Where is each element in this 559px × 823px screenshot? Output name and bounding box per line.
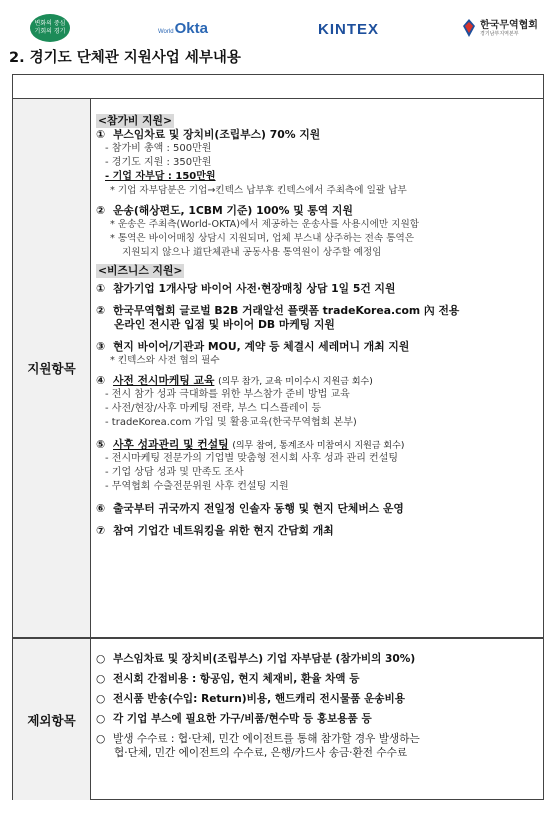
item1-note: * 기업 자부담분은 기업→킨텍스 납부후 킨텍스에서 주최측에 일괄 납부 [110, 185, 407, 196]
kita-sub: 경기남부지역본부 [480, 31, 519, 37]
circle-bullet-icon: ○ [96, 673, 106, 685]
excluded-items-label: 제외항목 [13, 639, 91, 800]
support-item-2 [96, 204, 459, 218]
circle-bullet-icon: ○ [96, 653, 106, 665]
b4-s3: - tradeKorea.com 가입 및 활용교육(한국무역협회 본부) [105, 417, 357, 428]
section-title: 2. 경기도 단체관 지원사업 세부내용 [9, 50, 241, 66]
excluded-text-5a: 발생 수수료 : 협·단체, 민간 에이전트를 통해 참가할 경우 발생하는 [113, 733, 420, 745]
excluded-item-4 [96, 712, 420, 726]
kita-logo [462, 14, 552, 44]
gyeonggi-logo [30, 14, 70, 42]
business-item-3 [96, 340, 459, 354]
support-content [96, 114, 459, 538]
circle-bullet-icon: ○ [96, 733, 106, 745]
kintex-logo: KINTEX [318, 21, 380, 38]
business-item-5 [96, 438, 459, 452]
b5-num: ⑤ [96, 438, 106, 451]
item1-num: ① [96, 128, 106, 141]
b5-s2: - 기업 상담 성과 및 만족도 조사 [105, 467, 244, 478]
b3-note: * 킨텍스와 사전 협의 필수 [110, 355, 220, 366]
item2-note1: * 운송은 주최측(World-OKTA)에서 제공하는 운송사를 사용시에만 지원함 [110, 219, 419, 230]
business-item-6 [96, 502, 459, 516]
support-item-1 [96, 128, 459, 142]
item2-title: 운송(해상편도, 1CBM 기준) 100% 및 통역 지원 [113, 204, 353, 217]
support-items-label: 지원항목 [13, 99, 91, 637]
excluded-item-3 [96, 692, 420, 706]
b4-num: ④ [96, 374, 106, 387]
b5-small: (의무 참여, 통계조사 미참여시 지원금 회수) [232, 441, 405, 451]
b5-s1: - 전시마케팅 전문가의 기업별 맞춤형 전시회 사후 성과 관리 컨설팅 [105, 453, 399, 464]
b5-s3: - 무역협회 수출전문위원 사후 컨설팅 지원 [105, 481, 289, 492]
b7-title: 참여 기업간 네트워킹을 위한 현지 간담회 개최 [113, 524, 334, 537]
b5-title: 사후 성과관리 및 컨설팅 [113, 438, 229, 451]
world-okta-logo [158, 20, 208, 37]
item1-total: - 참가비 총액 : 500만원 [105, 143, 212, 154]
b6-num: ⑥ [96, 502, 106, 515]
gyeonggi-logo-line1: 변화의 중심 [34, 20, 66, 27]
business-item-2 [96, 304, 459, 318]
excluded-text-2: 전시회 간접비용 : 항공임, 현지 체재비, 환율 차액 등 [113, 673, 360, 685]
excluded-item-1 [96, 652, 420, 666]
business-header: <비즈니스 지원> [98, 264, 183, 277]
support-table [12, 74, 544, 800]
business-item-1 [96, 282, 459, 296]
b4-s1: - 전시 참가 성과 극대화를 위한 부스참가 준비 방법 교육 [105, 389, 350, 400]
row-divider [13, 637, 543, 639]
b4-title: 사전 전시마케팅 교육 [113, 374, 215, 387]
excluded-text-5b: 협·단체, 민간 에이전트의 수수료, 은행/카드사 송금·환전 수수료 [114, 747, 408, 759]
okta-name: Okta [174, 20, 208, 37]
b7-num: ⑦ [96, 524, 106, 537]
circle-bullet-icon: ○ [96, 713, 106, 725]
item2-note2b: 지원되지 않으나 道단체관내 공동사용 통역원이 상주할 예정임 [122, 247, 382, 258]
business-item-4 [96, 374, 459, 388]
kita-mark-icon [462, 18, 476, 38]
b1-num: ① [96, 282, 106, 295]
excluded-item-2 [96, 672, 420, 686]
excluded-content [96, 652, 420, 760]
b3-title: 현지 바이어/기관과 MOU, 계약 등 체결시 세레머니 개최 지원 [113, 340, 410, 353]
okta-prefix: World [158, 29, 174, 35]
item1-title: 부스임차료 및 장치비(조립부스) 70% 지원 [113, 128, 321, 141]
b3-num: ③ [96, 340, 106, 353]
excluded-text-4: 각 기업 부스에 필요한 가구/비품/현수막 등 홍보용품 등 [113, 713, 372, 725]
header-logos [0, 12, 559, 44]
participation-header: <참가비 지원> [98, 114, 173, 127]
kita-name: 한국무역협회 [480, 20, 538, 31]
b4-small: (의무 참가, 교육 미이수시 지원금 회수) [218, 377, 373, 387]
business-item-2b: 온라인 전시관 입점 및 바이어 DB 마케팅 지원 [114, 318, 335, 331]
gyeonggi-logo-line2: 기회의 경기 [34, 28, 66, 35]
item2-note2a: * 통역은 바이어매칭 상담시 지원되며, 업체 부스내 상주하는 전속 통역은 [110, 233, 415, 244]
item1-province: - 경기도 지원 : 350만원 [105, 157, 212, 168]
excluded-text-1: 부스임차료 및 장치비(조립부스) 기업 자부담분 (참가비의 30%) [113, 653, 416, 665]
excluded-item-5 [96, 732, 420, 746]
b2-num: ② [96, 304, 106, 317]
table-top-band [13, 75, 543, 99]
b4-s2: - 사전/현장/사후 마케팅 전략, 부스 디스플레이 등 [105, 403, 322, 414]
excluded-text-3: 전시품 반송(수입: Return)비용, 핸드캐리 전시물품 운송비용 [113, 693, 406, 705]
item2-num: ② [96, 204, 106, 217]
item1-burden: - 기업 자부담 : 150만원 [105, 171, 216, 182]
b6-title: 출국부터 귀국까지 전일정 인솔자 동행 및 현지 단체버스 운영 [113, 502, 404, 515]
business-item-7 [96, 524, 459, 538]
b1-title: 참가기업 1개사당 바이어 사전·현장매칭 상담 1일 5건 지원 [113, 282, 396, 295]
b2-title-a: 한국무역협회 글로벌 B2B 거래알선 플랫폼 tradeKorea.com 內 전용 [113, 304, 460, 317]
circle-bullet-icon: ○ [96, 693, 106, 705]
